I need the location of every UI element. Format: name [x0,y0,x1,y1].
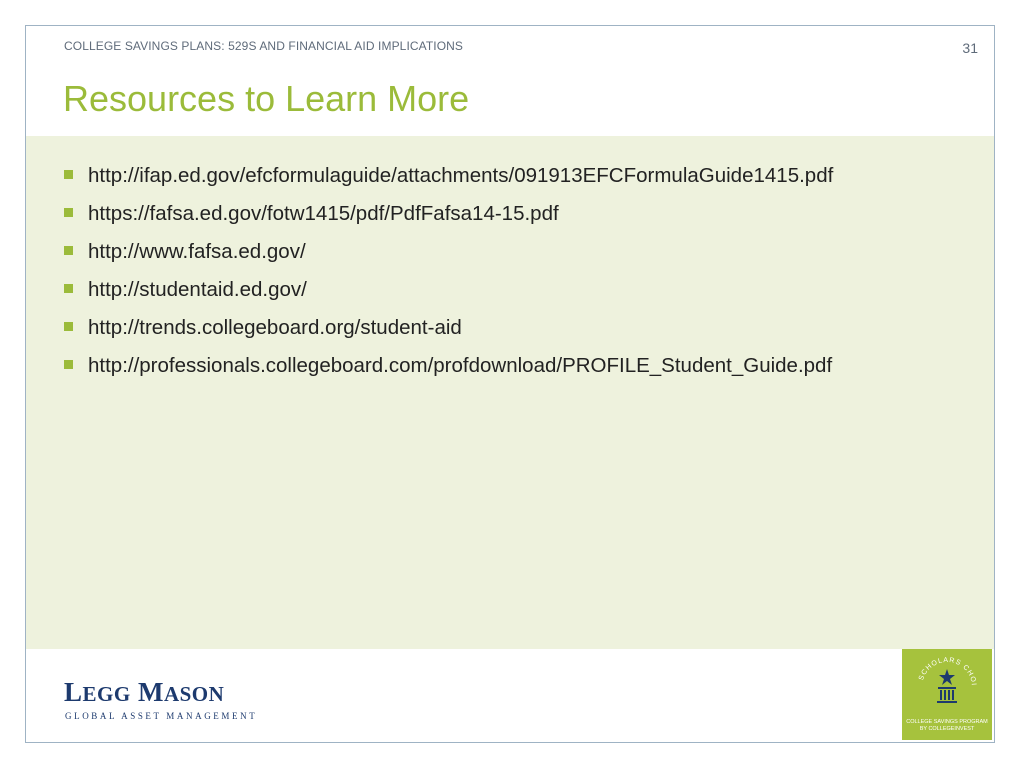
list-item [64,238,964,265]
resource-link[interactable]: https://fafsa.ed.gov/fotw1415/pdf/PdfFafsa14-15.pdf [88,202,559,225]
resource-link[interactable]: http://www.fafsa.ed.gov/ [88,240,306,263]
scholars-choice-badge [902,649,992,740]
logo-letters: EGG [82,682,131,706]
resource-link[interactable]: http://ifap.ed.gov/efcformulaguide/attachments/091913EFCFormulaGuide1415.pdf [88,164,834,187]
bullet-square-icon [64,246,73,255]
badge-arc-text: SCHOLARS CHOI [917,656,978,687]
bullet-square-icon [64,170,73,179]
footer [26,649,994,742]
resource-list [64,162,964,390]
slide-title: Resources to Learn More [63,78,470,119]
resource-link[interactable]: http://trends.collegeboard.org/student-aid [88,316,462,339]
badge-caption [902,719,992,733]
bullet-square-icon [64,208,73,217]
list-item [64,162,964,189]
bullet-square-icon [64,284,73,293]
slide [25,25,995,743]
scholars-choice-emblem-icon [902,649,992,719]
logo-tagline: GLOBAL ASSET MANAGEMENT [65,711,258,721]
list-item [64,276,964,303]
list-item [64,352,964,379]
logo-letters: ASON [163,682,225,706]
resource-link[interactable]: http://studentaid.ed.gov/ [88,278,307,301]
bullet-square-icon [64,360,73,369]
logo-letter: M [137,677,164,707]
bullet-square-icon [64,322,73,331]
legg-mason-logo [64,677,224,708]
content-area [26,136,994,649]
svg-text:SCHOLARS CHOICE [902,649,977,687]
header-label: COLLEGE SAVINGS PLANS: 529S AND FINANCIAL AID IMPLICATIONS [64,39,464,53]
logo-letter: L [64,677,83,707]
badge-caption-line: BY COLLEGEINVEST [919,726,975,732]
resource-link[interactable]: http://professionals.collegeboard.com/profdownload/PROFILE_Student_Guide.pdf [88,354,833,377]
list-item [64,200,964,227]
badge-caption-line: COLLEGE SAVINGS PROGRAM [906,719,988,725]
list-item [64,314,964,341]
page-number: 31 [962,40,978,56]
